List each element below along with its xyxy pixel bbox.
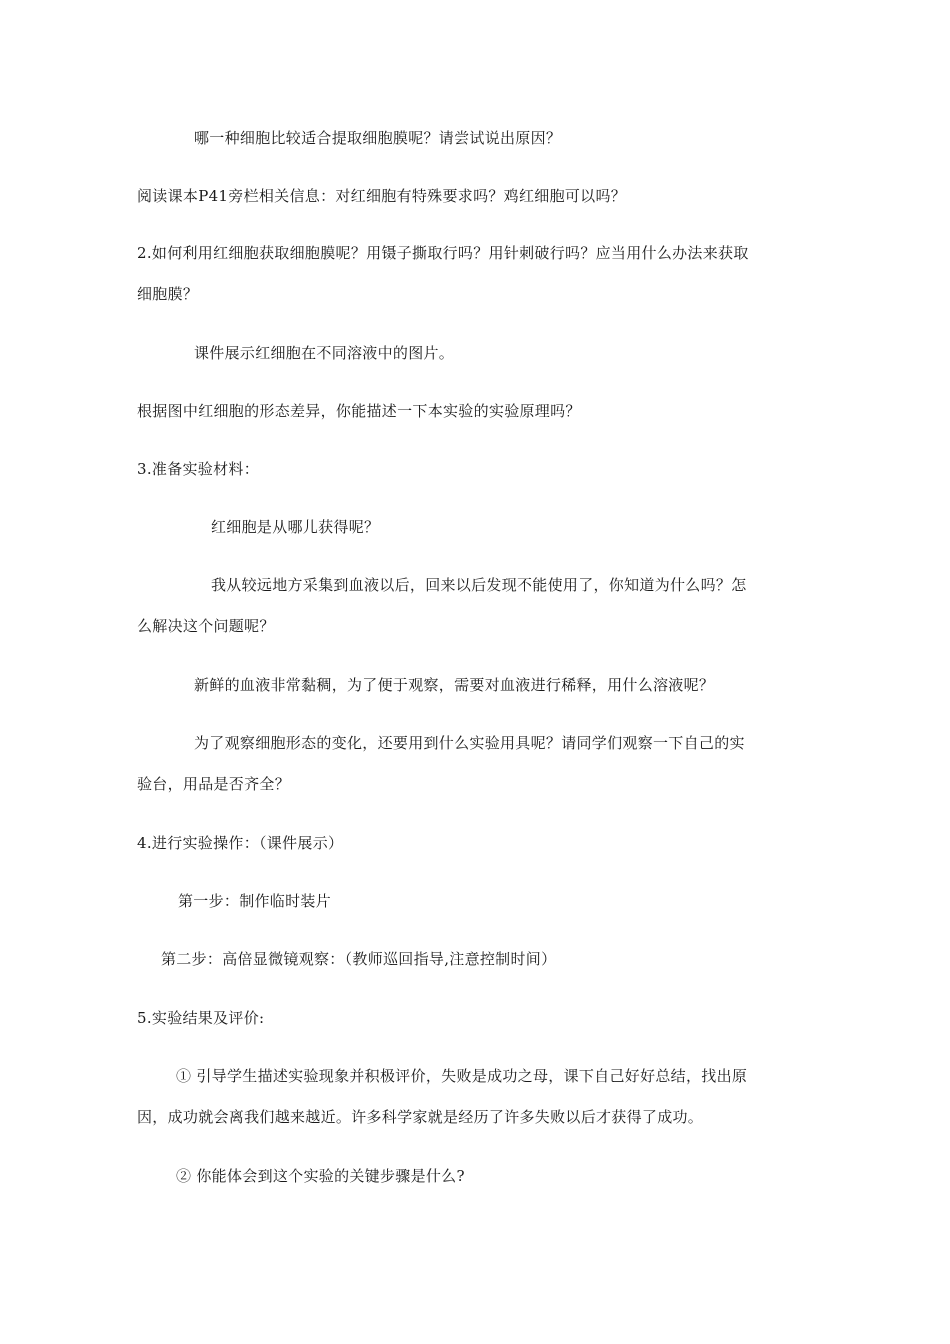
text-line: 阅读课本P41旁栏相关信息：对红细胞有特殊要求吗？鸡红细胞可以吗？ (137, 187, 627, 205)
text-line: 哪一种细胞比较适合提取细胞膜呢？请尝试说出原因？ (194, 129, 562, 147)
text-line: 验台，用品是否齐全？ (137, 775, 291, 793)
text-line: 根据图中红细胞的形态差异，你能描述一下本实验的实验原理吗？ (137, 402, 581, 420)
text-line: 红细胞是从哪儿获得呢？ (211, 518, 380, 536)
text-line: 课件展示红细胞在不同溶液中的图片。 (194, 344, 455, 362)
text-line: 么解决这个问题呢？ (137, 617, 275, 635)
text-line: 第一步：制作临时装片 (178, 892, 332, 910)
text-line: ① 引导学生描述实验现象并积极评价，失败是成功之母，课下自己好好总结，找出原 (176, 1067, 748, 1085)
text-line: 因，成功就会离我们越来越近。许多科学家就是经历了许多失败以后才获得了成功。 (137, 1108, 704, 1126)
text-line: 新鲜的血液非常黏稠，为了便于观察，需要对血液进行稀释，用什么溶液呢？ (194, 676, 715, 694)
text-line: ② 你能体会到这个实验的关键步骤是什么? (176, 1167, 465, 1185)
text-line: 我从较远地方采集到血液以后，回来以后发现不能使用了，你知道为什么吗？怎 (211, 576, 747, 594)
text-line: 为了观察细胞形态的变化，还要用到什么实验用具呢？请同学们观察一下自己的实 (194, 734, 745, 752)
text-line: 5.实验结果及评价: (137, 1009, 265, 1027)
text-line: 3.准备实验材料： (137, 460, 260, 478)
text-line: 细胞膜？ (137, 285, 199, 303)
text-line: 第二步：高倍显微镜观察：（教师巡回指导,注意控制时间） (161, 950, 557, 968)
text-line: 2.如何利用红细胞获取细胞膜呢？用镊子撕取行吗？用针刺破行吗？应当用什么办法来获取 (137, 244, 749, 262)
text-line: 4.进行实验操作：（课件展示） (137, 834, 344, 852)
